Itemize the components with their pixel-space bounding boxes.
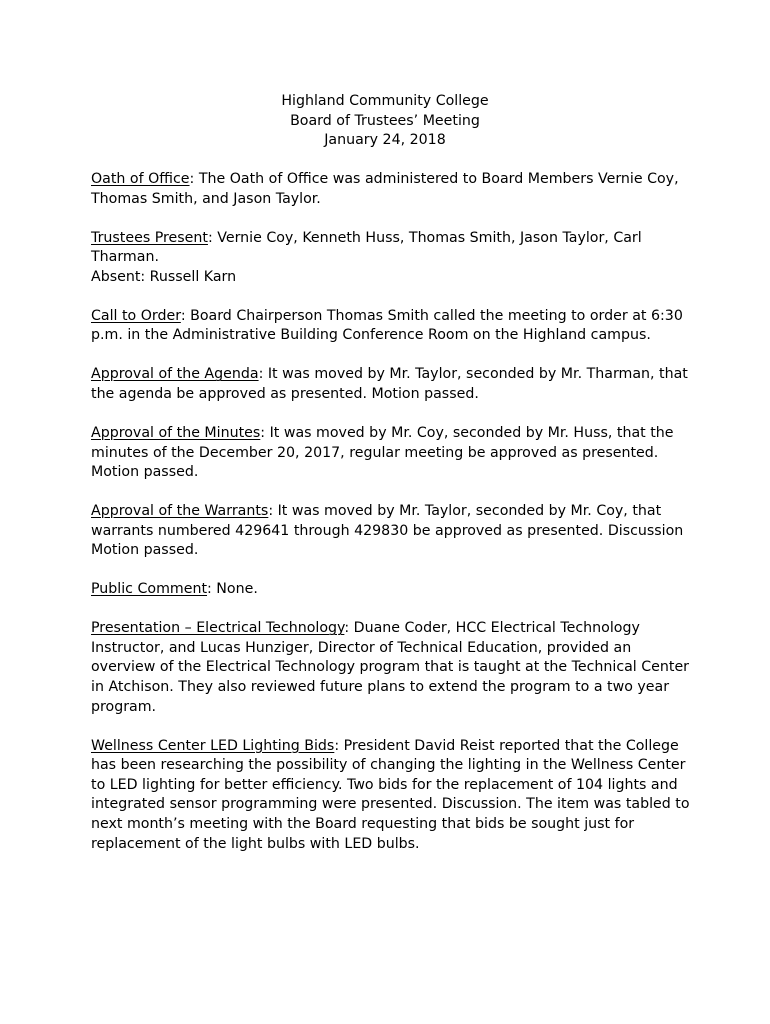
wellness-center-text: : President David Reist reported that the College has been researching the possibility of changing the lighting in the Wellness Center to LED lighting for better efficiency. Two bids for the replacement of 104 lights and integrated sensor programming were presented. Discussion. The item was tabled to next month’s meeting with the Board requesting that bids be sought just for replacement of the light bulbs with LED bulbs. [91,737,690,852]
meeting-title: Board of Trustees’ Meeting [290,112,480,129]
trustees-present-heading: Trustees Present [91,229,208,246]
call-to-order-paragraph [91,307,691,346]
approval-agenda-text: : It was moved by Mr. Taylor, seconded by Mr. Tharman, that the agenda be approved as presented. Motion passed. [91,366,688,402]
document-header [0,92,770,151]
approval-agenda-heading: Approval of the Agenda [91,366,259,383]
wellness-center-heading: Wellness Center LED Lighting Bids [91,737,335,754]
approval-warrants-text: : It was moved by Mr. Taylor, seconded by Mr. Coy, that warrants numbered 429641 through 429830 be approved as presented. Discussion Motion passed. [91,503,684,559]
meeting-date: January 24, 2018 [324,132,446,149]
approval-minutes-paragraph [91,424,691,483]
approval-minutes-heading: Approval of the Minutes [91,424,261,441]
presentation-text: : Duane Coder, HCC Electrical Technology Instructor, and Lucas Hunziger, Director of Technical Education, provided an overview of the Electrical Technology program that is taught at the Technical Center in Atchison. They also reviewed future plans to extend the program to a two year program. [91,620,690,715]
wellness-center-paragraph [91,737,691,855]
trustees-present-text: : Vernie Coy, Kenneth Huss, Thomas Smith, Jason Taylor, Carl Tharman. [91,229,642,266]
oath-of-office-heading: Oath of Office [91,171,190,187]
trustees-present-paragraph [91,229,691,288]
presentation-heading: Presentation – Electrical Technology [91,620,345,637]
call-to-order-heading: Call to Order [91,307,181,324]
approval-warrants-paragraph [91,502,691,561]
presentation-paragraph [91,619,691,717]
approval-minutes-text: : It was moved by Mr. Coy, seconded by Mr. Huss, that the minutes of the December 20, 2017, regular meeting be approved as presented. Motion passed. [91,424,674,481]
public-comment-text: : None. [207,581,258,598]
minutes-body [91,170,691,874]
oath-of-office-text: : The Oath of Office was administered to Board Members Vernie Coy, Thomas Smith, and Jason Taylor. [91,171,679,207]
call-to-order-text: : Board Chairperson Thomas Smith called the meeting to order at 6:30 p.m. in the Administrative Building Conference Room on the Highland campus. [91,307,683,344]
public-comment-paragraph [91,580,691,600]
approval-warrants-heading: Approval of the Warrants [91,503,269,520]
absent-text: Absent: Russell Karn [91,268,237,285]
oath-of-office-paragraph [91,170,691,209]
college-name: Highland Community College [281,93,489,109]
public-comment-heading: Public Comment [91,581,208,598]
approval-agenda-paragraph [91,365,691,404]
